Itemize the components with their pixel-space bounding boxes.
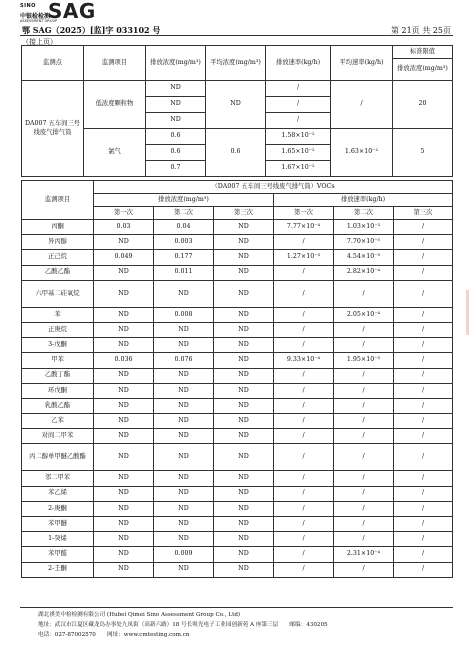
conc-value: ND — [214, 322, 274, 337]
conc-value: ND — [94, 414, 154, 429]
rate-cell: 1.65×10⁻² — [266, 145, 331, 161]
conc-value: ND — [94, 517, 154, 532]
table-row — [22, 532, 453, 547]
conc-value: ND — [94, 532, 154, 547]
table-row — [22, 383, 453, 398]
table-row — [22, 471, 453, 486]
conc-value: ND — [214, 220, 274, 235]
rate-value: / — [274, 322, 334, 337]
rate-value: / — [334, 562, 394, 577]
rate-cell: 1.67×10⁻² — [266, 161, 331, 177]
rate-value: / — [394, 265, 453, 280]
conc-value: ND — [94, 383, 154, 398]
logo-sag-text: SAG — [48, 0, 96, 23]
page-number: 第 21页 共 25页 — [391, 26, 451, 35]
rate-value: 4.54×10⁻³ — [334, 250, 394, 265]
conc-cell: 0.7 — [146, 161, 206, 177]
conc-value: ND — [214, 414, 274, 429]
rate-cell: / — [266, 97, 331, 113]
conc-value: ND — [214, 501, 274, 516]
conc-value: ND — [214, 562, 274, 577]
conc-value: ND — [214, 280, 274, 307]
rate-value: / — [394, 250, 453, 265]
rate-value: / — [274, 444, 334, 471]
conc-value: ND — [214, 398, 274, 413]
conc-cell: ND — [146, 81, 206, 97]
table-row — [22, 220, 453, 235]
limit-cell: 5 — [393, 129, 453, 177]
rate-value: / — [394, 383, 453, 398]
conc-value: 0.008 — [154, 307, 214, 322]
footer-company: 湖北祺美中检检测有限公司 (Hubei Qimei Sino Assessment Group Co., Ltd) — [38, 612, 241, 618]
conc-cell: ND — [146, 113, 206, 129]
table-row — [22, 250, 453, 265]
rate-value: 7.77×10⁻⁴ — [274, 220, 334, 235]
table-row — [22, 517, 453, 532]
rate-value: / — [334, 517, 394, 532]
vocs-table — [21, 180, 453, 578]
rate-value: 9.33×10⁻⁴ — [274, 353, 334, 368]
compound-name: 苯 — [22, 307, 94, 322]
rate-value: / — [394, 414, 453, 429]
conc-value: ND — [214, 429, 274, 444]
avg-conc-cell: ND — [206, 81, 266, 129]
rate-value: / — [334, 338, 394, 353]
table-row — [22, 547, 453, 562]
compound-name: 正己烷 — [22, 250, 94, 265]
rate-value: 1.95×10⁻³ — [334, 353, 394, 368]
conc-value: ND — [94, 444, 154, 471]
rate-value: / — [274, 265, 334, 280]
rate-value: 2.05×10⁻⁴ — [334, 307, 394, 322]
compound-name: 六甲基二硅氧烷 — [22, 280, 94, 307]
header-divider — [20, 35, 453, 36]
conc-value: 0.177 — [154, 250, 214, 265]
footer-address: 地址：武汉市江夏区藏龙岛办事处九凤街（高新六路）18 号长咀光电子工业园创新苑 A 座第三层 邮编：430205 — [38, 622, 328, 628]
rate-value: / — [394, 235, 453, 250]
rate-cell: / — [266, 81, 331, 97]
conc-value: ND — [154, 338, 214, 353]
compound-name: 异丙醇 — [22, 235, 94, 250]
rate-value: / — [274, 517, 334, 532]
vocs-item-header: 监测项目 — [22, 181, 94, 220]
table-row — [22, 353, 453, 368]
header-item: 监测项目 — [84, 46, 146, 81]
sample-subheader: 第三次 — [394, 207, 453, 220]
vocs-title: （DA007 五车间三号线废气排气筒）VOCs — [94, 181, 453, 194]
rate-value: / — [394, 547, 453, 562]
rate-value: / — [274, 368, 334, 383]
rate-value: / — [334, 280, 394, 307]
rate-value: / — [394, 501, 453, 516]
conc-value: ND — [154, 383, 214, 398]
conc-value: ND — [154, 414, 214, 429]
monitoring-point-cell: DA007 五车间三号线废气排气筒 — [22, 81, 84, 177]
seal-edge-mark — [466, 290, 469, 335]
item-cell: 低浓度颗粒物 — [84, 81, 146, 129]
conc-value: 0.003 — [154, 235, 214, 250]
table-row — [22, 368, 453, 383]
compound-name: 甲苯 — [22, 353, 94, 368]
conc-value: 0.011 — [154, 265, 214, 280]
table-row — [22, 398, 453, 413]
conc-value: ND — [94, 235, 154, 250]
conc-value: ND — [154, 471, 214, 486]
table-row — [22, 501, 453, 516]
conc-value: ND — [214, 532, 274, 547]
sample-subheader: 第三次 — [214, 207, 274, 220]
conc-cell: 0.6 — [146, 145, 206, 161]
rate-value: / — [334, 501, 394, 516]
conc-value: 0.049 — [94, 250, 154, 265]
rate-value: / — [274, 501, 334, 516]
conc-value: ND — [94, 486, 154, 501]
logo-en-text: ASSESSMENT GROUP — [20, 19, 58, 23]
footer-divider — [20, 607, 453, 608]
rate-value: / — [394, 471, 453, 486]
sample-subheader: 第一次 — [94, 207, 154, 220]
header-limit-sub: 排放浓度(mg/m³) — [393, 59, 453, 81]
table-row — [22, 338, 453, 353]
conc-value: ND — [94, 265, 154, 280]
conc-value: ND — [154, 532, 214, 547]
conc-value: ND — [94, 471, 154, 486]
conc-value: ND — [214, 471, 274, 486]
rate-value: / — [394, 429, 453, 444]
conc-value: ND — [94, 562, 154, 577]
rate-value: / — [334, 383, 394, 398]
rate-value: / — [274, 235, 334, 250]
conc-value: ND — [94, 307, 154, 322]
compound-name: 对间二甲苯 — [22, 429, 94, 444]
conc-value: ND — [94, 322, 154, 337]
rate-value: / — [394, 368, 453, 383]
continued-note: （接上页） — [22, 38, 57, 46]
compound-name: 乙苯 — [22, 414, 94, 429]
rate-value: / — [394, 517, 453, 532]
rate-value: / — [334, 429, 394, 444]
rate-value: / — [274, 547, 334, 562]
rate-value: 1.03×10⁻³ — [334, 220, 394, 235]
conc-value: ND — [214, 517, 274, 532]
conc-value: ND — [154, 322, 214, 337]
avg-conc-cell: 0.6 — [206, 129, 266, 177]
conc-value: ND — [214, 265, 274, 280]
table-row — [22, 486, 453, 501]
emission-summary-table — [21, 45, 453, 177]
rate-value: / — [274, 280, 334, 307]
rate-value: / — [394, 353, 453, 368]
conc-value: ND — [154, 280, 214, 307]
compound-name: 苯乙烯 — [22, 486, 94, 501]
conc-value: ND — [94, 398, 154, 413]
compound-name: 2-庚酮 — [22, 501, 94, 516]
sample-subheader: 第二次 — [334, 207, 394, 220]
table-row — [22, 307, 453, 322]
conc-value: ND — [154, 398, 214, 413]
rate-cell: 1.58×10⁻² — [266, 129, 331, 145]
conc-value: ND — [154, 517, 214, 532]
header-avg-conc: 平均浓度(mg/m³) — [206, 46, 266, 81]
conc-value: 0.03 — [94, 220, 154, 235]
rate-value: / — [394, 444, 453, 471]
rate-value: / — [394, 307, 453, 322]
rate-value: / — [334, 532, 394, 547]
avg-rate-cell: 1.63×10⁻² — [331, 129, 393, 177]
table-row — [22, 265, 453, 280]
footer-contact: 电话：027-87002570 网址：www.cmtesting.com.cn — [38, 632, 190, 638]
rate-value: / — [334, 368, 394, 383]
compound-name: 1-癸烯 — [22, 532, 94, 547]
conc-value: ND — [154, 429, 214, 444]
rate-value: / — [394, 532, 453, 547]
conc-value: ND — [214, 353, 274, 368]
rate-value: / — [334, 444, 394, 471]
rate-value: / — [274, 338, 334, 353]
table-row — [22, 414, 453, 429]
conc-value: ND — [154, 444, 214, 471]
rate-value: / — [274, 307, 334, 322]
vocs-conc-header: 排放浓度(mg/m³) — [94, 194, 274, 207]
conc-value: 0.009 — [154, 547, 214, 562]
conc-value: ND — [214, 235, 274, 250]
logo-sino-text: SINO — [20, 3, 36, 9]
rate-value: 2.31×10⁻⁴ — [334, 547, 394, 562]
conc-value: 0.076 — [154, 353, 214, 368]
table-row — [22, 562, 453, 577]
conc-value: 0.04 — [154, 220, 214, 235]
compound-name: 3-戊酮 — [22, 338, 94, 353]
rate-value: / — [394, 398, 453, 413]
header-rate: 排放速率(kg/h) — [266, 46, 331, 81]
avg-rate-cell: / — [331, 81, 393, 129]
report-number: 鄂 SAG（2025）[监]字 033102 号 — [22, 25, 161, 35]
conc-value: ND — [214, 250, 274, 265]
compound-name: 丙酮 — [22, 220, 94, 235]
rate-value: / — [274, 562, 334, 577]
rate-value: / — [394, 322, 453, 337]
table-row — [22, 429, 453, 444]
conc-value: ND — [94, 368, 154, 383]
rate-value: / — [394, 486, 453, 501]
rate-cell: / — [266, 113, 331, 129]
rate-value: / — [334, 486, 394, 501]
conc-value: ND — [214, 368, 274, 383]
rate-value: 1.27×10⁻³ — [274, 250, 334, 265]
conc-value: ND — [214, 338, 274, 353]
rate-value: 2.82×10⁻⁴ — [334, 265, 394, 280]
limit-cell: 20 — [393, 81, 453, 129]
compound-name: 苯甲醚 — [22, 517, 94, 532]
rate-value: / — [334, 398, 394, 413]
compound-name: 乳酸乙酯 — [22, 398, 94, 413]
compound-name: 邻二甲苯 — [22, 471, 94, 486]
conc-value: ND — [94, 501, 154, 516]
compound-name: 苯甲醛 — [22, 547, 94, 562]
compound-name: 2-壬酮 — [22, 562, 94, 577]
rate-value: / — [394, 338, 453, 353]
conc-value: ND — [154, 486, 214, 501]
rate-value: / — [274, 471, 334, 486]
compound-name: 乙酸丁酯 — [22, 368, 94, 383]
conc-value: ND — [94, 338, 154, 353]
conc-value: ND — [214, 486, 274, 501]
item-cell: 氯气 — [84, 129, 146, 177]
table-row — [22, 444, 453, 471]
conc-value: ND — [214, 383, 274, 398]
conc-value: ND — [214, 307, 274, 322]
header-limit: 标准限值 — [393, 46, 453, 59]
compound-name: 正庚烷 — [22, 322, 94, 337]
table-row — [22, 322, 453, 337]
vocs-rate-header: 排放速率(kg/h) — [274, 194, 453, 207]
conc-value: ND — [214, 444, 274, 471]
sample-subheader: 第二次 — [154, 207, 214, 220]
conc-value: ND — [154, 501, 214, 516]
rate-value: / — [394, 562, 453, 577]
conc-value: ND — [94, 280, 154, 307]
conc-cell: ND — [146, 97, 206, 113]
rate-value: / — [394, 280, 453, 307]
header-conc: 排放浓度(mg/m³) — [146, 46, 206, 81]
conc-value: ND — [94, 547, 154, 562]
rate-value: / — [274, 429, 334, 444]
table-row — [22, 235, 453, 250]
table-row — [22, 280, 453, 307]
rate-value: / — [334, 322, 394, 337]
conc-value: 0.036 — [94, 353, 154, 368]
conc-value: ND — [154, 368, 214, 383]
rate-value: / — [274, 486, 334, 501]
rate-value: / — [274, 383, 334, 398]
compound-name: 丙二醇单甲醚乙酸酯 — [22, 444, 94, 471]
logo-cn-text: 中银检检测 — [20, 13, 51, 20]
sample-subheader: 第一次 — [274, 207, 334, 220]
rate-value: / — [394, 220, 453, 235]
header-point: 监测点 — [22, 46, 84, 81]
rate-value: / — [274, 398, 334, 413]
header-avg-rate: 平均速率(kg/h) — [331, 46, 393, 81]
conc-cell: 0.6 — [146, 129, 206, 145]
conc-value: ND — [94, 429, 154, 444]
conc-value: ND — [214, 547, 274, 562]
rate-value: / — [274, 532, 334, 547]
rate-value: / — [334, 414, 394, 429]
conc-value: ND — [154, 562, 214, 577]
rate-value: 7.70×10⁻⁵ — [334, 235, 394, 250]
compound-name: 环戊酮 — [22, 383, 94, 398]
compound-name: 乙酸乙酯 — [22, 265, 94, 280]
rate-value: / — [274, 414, 334, 429]
rate-value: / — [334, 471, 394, 486]
